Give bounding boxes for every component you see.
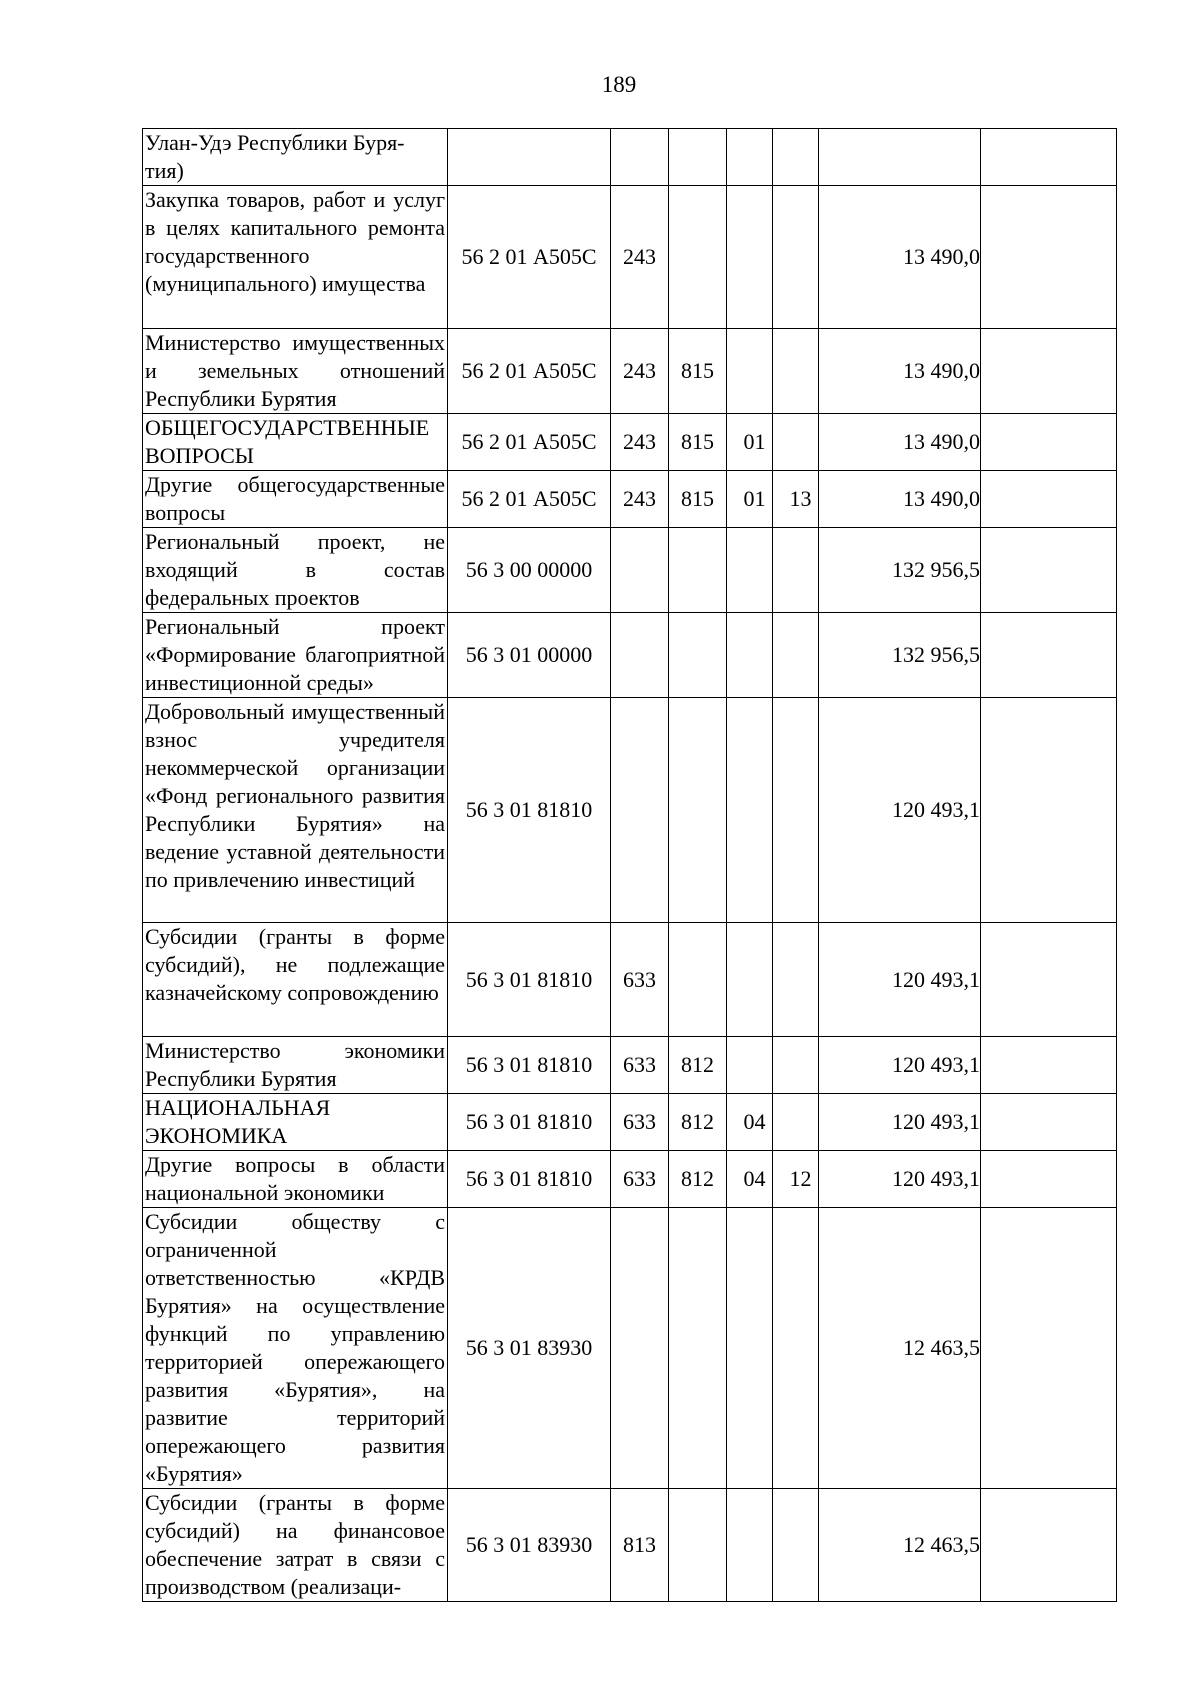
amount-cell: 132 956,5 (819, 528, 981, 613)
row-name: Региональный проект, не входящий в состав федеральных проектов (143, 528, 448, 613)
administrator-code: 815 (669, 471, 727, 528)
target-article-code: 56 3 01 81810 (448, 1094, 611, 1151)
target-article-code (448, 129, 611, 186)
row-name: НАЦИОНАЛЬНАЯ ЭКОНОМИКА (143, 1094, 448, 1151)
table-row (143, 1037, 1117, 1094)
amount-cell: 12 463,5 (819, 1208, 981, 1489)
row-name: Региональный проект «Формирование благоприятной инвестиционной среды» (143, 613, 448, 698)
table-row (143, 923, 1117, 1037)
amount-cell: 12 463,5 (819, 1489, 981, 1602)
administrator-code: 812 (669, 1094, 727, 1151)
section-code (727, 129, 773, 186)
subsection-code (773, 1037, 819, 1094)
subsection-code (773, 613, 819, 698)
section-code (727, 329, 773, 414)
section-code: 01 (727, 414, 773, 471)
row-name: Другие общегосударственные вопросы (143, 471, 448, 528)
extra-cell (981, 528, 1117, 613)
administrator-code (669, 923, 727, 1037)
row-name: Субсидии обществу с ограниченной ответственностью «КРДВ Бурятия» на осуществление функций по управлению территорией опережающего развития «Бурятия», на развитие территорий опережающего развития «Бурятия» (143, 1208, 448, 1489)
table-row (143, 329, 1117, 414)
expense-type-code: 633 (611, 1151, 669, 1208)
expense-type-code: 633 (611, 1037, 669, 1094)
expense-type-code (611, 613, 669, 698)
administrator-code (669, 129, 727, 186)
target-article-code: 56 2 01 А505С (448, 414, 611, 471)
amount-cell: 13 490,0 (819, 329, 981, 414)
table-row (143, 698, 1117, 923)
section-code (727, 1208, 773, 1489)
row-name: Субсидии (гранты в форме субсидий) на финансовое обеспечение затрат в связи с производством (реализаци- (143, 1489, 448, 1602)
administrator-code: 812 (669, 1151, 727, 1208)
row-name: ОБЩЕГОСУДАРСТВЕННЫЕ ВОПРОСЫ (143, 414, 448, 471)
extra-cell (981, 1489, 1117, 1602)
expense-type-code (611, 1208, 669, 1489)
administrator-code (669, 613, 727, 698)
extra-cell (981, 698, 1117, 923)
extra-cell (981, 1151, 1117, 1208)
expense-type-code: 243 (611, 414, 669, 471)
subsection-code (773, 1489, 819, 1602)
section-code (727, 186, 773, 329)
extra-cell (981, 1094, 1117, 1151)
row-name: Субсидии (гранты в форме субсидий), не подлежащие казначейскому сопровождению (143, 923, 448, 1037)
table-row (143, 414, 1117, 471)
row-name: Другие вопросы в области национальной экономики (143, 1151, 448, 1208)
section-code (727, 1489, 773, 1602)
expense-type-code: 243 (611, 471, 669, 528)
subsection-code (773, 1208, 819, 1489)
administrator-code: 815 (669, 329, 727, 414)
subsection-code: 13 (773, 471, 819, 528)
amount-cell: 120 493,1 (819, 1094, 981, 1151)
target-article-code: 56 2 01 А505С (448, 186, 611, 329)
administrator-code: 815 (669, 414, 727, 471)
amount-cell: 13 490,0 (819, 414, 981, 471)
subsection-code (773, 329, 819, 414)
expense-type-code: 633 (611, 1094, 669, 1151)
extra-cell (981, 1208, 1117, 1489)
table-row (143, 1208, 1117, 1489)
target-article-code: 56 3 01 81810 (448, 1037, 611, 1094)
table-row (143, 528, 1117, 613)
section-code (727, 1037, 773, 1094)
section-code (727, 528, 773, 613)
extra-cell (981, 129, 1117, 186)
amount-cell: 13 490,0 (819, 186, 981, 329)
subsection-code (773, 528, 819, 613)
amount-cell: 120 493,1 (819, 698, 981, 923)
target-article-code: 56 3 01 81810 (448, 1151, 611, 1208)
table-row (143, 1489, 1117, 1602)
expense-type-code (611, 129, 669, 186)
expense-type-code: 243 (611, 186, 669, 329)
amount-cell: 120 493,1 (819, 1151, 981, 1208)
table-row (143, 471, 1117, 528)
subsection-code: 12 (773, 1151, 819, 1208)
subsection-code (773, 414, 819, 471)
row-name: Добровольный имущественный взнос учредителя некоммерческой организации «Фонд регионального развития Республики Бурятия» на ведение уставной деятельности по привлечению инвестиций (143, 698, 448, 923)
row-name: Министерство имущественных и земельных отношений Республики Бурятия (143, 329, 448, 414)
amount-cell: 13 490,0 (819, 471, 981, 528)
administrator-code (669, 528, 727, 613)
amount-cell (819, 129, 981, 186)
extra-cell (981, 923, 1117, 1037)
target-article-code: 56 3 01 83930 (448, 1208, 611, 1489)
administrator-code (669, 698, 727, 923)
administrator-code: 812 (669, 1037, 727, 1094)
amount-cell: 120 493,1 (819, 1037, 981, 1094)
table-row (143, 186, 1117, 329)
section-code (727, 698, 773, 923)
subsection-code (773, 1094, 819, 1151)
section-code: 04 (727, 1151, 773, 1208)
section-code: 04 (727, 1094, 773, 1151)
expense-type-code (611, 698, 669, 923)
extra-cell (981, 471, 1117, 528)
extra-cell (981, 613, 1117, 698)
administrator-code (669, 186, 727, 329)
amount-cell: 120 493,1 (819, 923, 981, 1037)
amount-cell: 132 956,5 (819, 613, 981, 698)
section-code (727, 923, 773, 1037)
target-article-code: 56 2 01 А505С (448, 471, 611, 528)
section-code (727, 613, 773, 698)
target-article-code: 56 3 01 81810 (448, 698, 611, 923)
extra-cell (981, 1037, 1117, 1094)
subsection-code (773, 186, 819, 329)
expense-type-code (611, 528, 669, 613)
row-name: Министерство экономики Республики Бурятия (143, 1037, 448, 1094)
row-name: Улан-Удэ Республики Буря- тия) (143, 129, 448, 186)
expense-type-code: 243 (611, 329, 669, 414)
extra-cell (981, 329, 1117, 414)
subsection-code (773, 698, 819, 923)
target-article-code: 56 3 01 00000 (448, 613, 611, 698)
budget-table (142, 128, 1117, 1602)
table-row (143, 1094, 1117, 1151)
target-article-code: 56 3 00 00000 (448, 528, 611, 613)
page-number: 189 (601, 72, 637, 97)
target-article-code: 56 3 01 83930 (448, 1489, 611, 1602)
administrator-code (669, 1489, 727, 1602)
extra-cell (981, 414, 1117, 471)
table-row (143, 129, 1117, 186)
expense-type-code: 813 (611, 1489, 669, 1602)
table-row (143, 613, 1117, 698)
expense-type-code: 633 (611, 923, 669, 1037)
section-code: 01 (727, 471, 773, 528)
row-name: Закупка товаров, работ и услуг в целях капитального ремонта государственного (муниципального) имущества (143, 186, 448, 329)
subsection-code (773, 923, 819, 1037)
administrator-code (669, 1208, 727, 1489)
subsection-code (773, 129, 819, 186)
target-article-code: 56 2 01 А505С (448, 329, 611, 414)
extra-cell (981, 186, 1117, 329)
table-row (143, 1151, 1117, 1208)
target-article-code: 56 3 01 81810 (448, 923, 611, 1037)
